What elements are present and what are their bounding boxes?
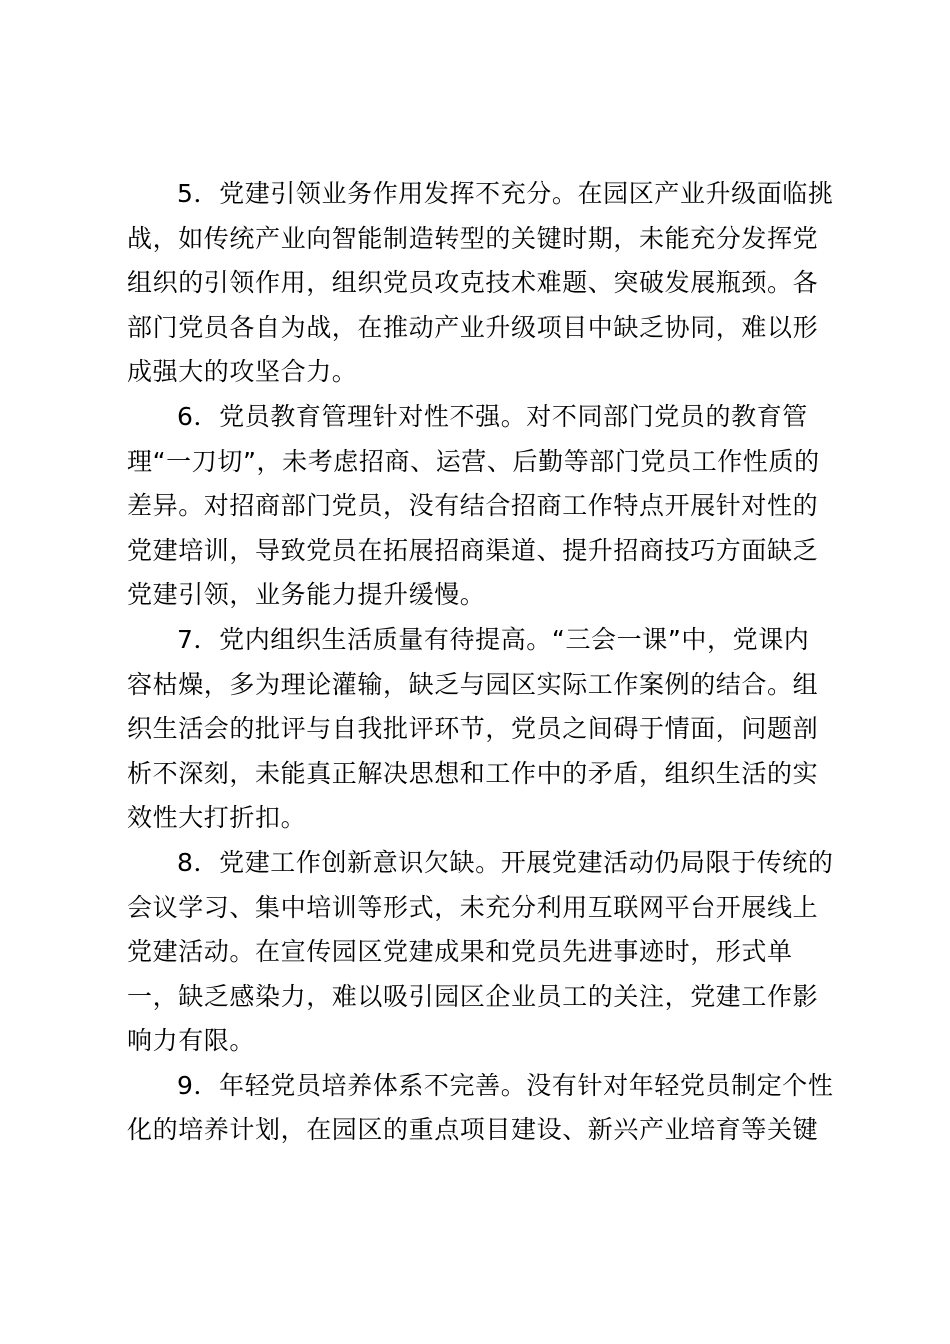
text-line: 容枯燥，多为理论灌输，缺乏与园区实际工作案例的结合。组 bbox=[127, 669, 819, 699]
text-line: 党建活动。在宣传园区党建成果和党员先进事迹时，形式单 bbox=[127, 937, 793, 967]
text-line: 8．党建工作创新意识欠缺。开展党建活动仍局限于传统的 bbox=[177, 847, 834, 877]
text-line: 织生活会的批评与自我批评环节，党员之间碍于情面，问题剖 bbox=[127, 714, 819, 744]
paragraph-8 bbox=[127, 841, 847, 1064]
text-line: 9．年轻党员培养体系不完善。没有针对年轻党员制定个性 bbox=[177, 1070, 834, 1100]
text-line: 差异。对招商部门党员，没有结合招商工作特点开展针对性的 bbox=[127, 491, 819, 521]
paragraph-6 bbox=[127, 395, 847, 618]
paragraph-7 bbox=[127, 618, 847, 841]
document-body bbox=[127, 172, 847, 1153]
text-line: 会议学习、集中培训等形式，未充分利用互联网平台开展线上 bbox=[127, 892, 819, 922]
text-line: 一，缺乏感染力，难以吸引园区企业员工的关注，党建工作影 bbox=[127, 981, 819, 1011]
text-line: 7．党内组织生活质量有待提高。“三会一课”中，党课内 bbox=[177, 624, 810, 654]
paragraph-5 bbox=[127, 172, 847, 395]
text-line: 部门党员各自为战，在推动产业升级项目中缺乏协同，难以形 bbox=[127, 312, 819, 342]
text-line: 组织的引领作用，组织党员攻克技术难题、突破发展瓶颈。各 bbox=[127, 268, 819, 298]
text-line: 响力有限。 bbox=[127, 1026, 256, 1056]
text-line: 析不深刻，未能真正解决思想和工作中的矛盾，组织生活的实 bbox=[127, 758, 819, 788]
text-line: 效性大打折扣。 bbox=[127, 803, 307, 833]
text-line: 党建培训，导致党员在拓展招商渠道、提升招商技巧方面缺乏 bbox=[127, 535, 819, 565]
text-line: 成强大的攻坚合力。 bbox=[127, 357, 358, 387]
text-line: 化的培养计划，在园区的重点项目建设、新兴产业培育等关键 bbox=[127, 1115, 819, 1145]
text-line: 5．党建引领业务作用发挥不充分。在园区产业升级面临挑 bbox=[177, 179, 834, 208]
paragraph-9 bbox=[127, 1064, 847, 1153]
text-line: 6．党员教育管理针对性不强。对不同部门党员的教育管 bbox=[177, 401, 808, 431]
text-line: 战，如传统产业向智能制造转型的关键时期，未能充分发挥党 bbox=[127, 223, 819, 253]
text-line: 党建引领，业务能力提升缓慢。 bbox=[127, 580, 486, 610]
text-line: 理“一刀切”，未考虑招商、运营、后勤等部门党员工作性质的 bbox=[127, 446, 820, 476]
